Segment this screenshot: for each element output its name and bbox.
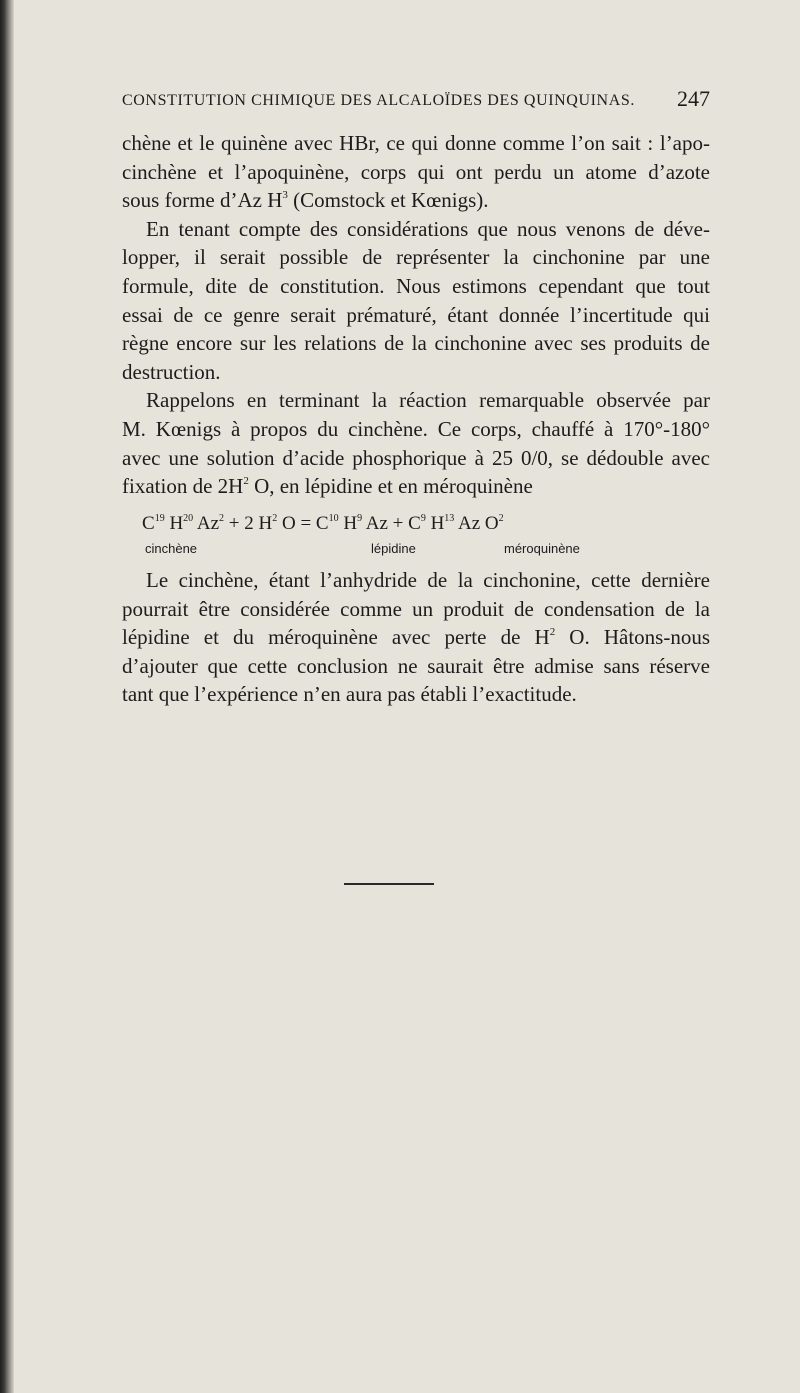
text-line [122,623,710,652]
text-line [122,472,710,501]
eq-text: Az + C [362,513,421,534]
paragraph-3 [122,386,710,500]
text-line: destruction. [122,359,221,384]
eq-text: + 2 H [224,513,273,534]
text-fragment: sous forme d’Az H [122,188,283,213]
text-fragment: (Comstock et Kœnigs). [287,188,489,213]
superscript: 2 [243,475,249,488]
eq-superscript: 2 [498,513,504,524]
text-fragment: fixation de 2H [122,474,244,499]
running-header [122,86,710,111]
text-line: Rappelons en terminant la réaction remarquable observée par [146,388,710,413]
eq-text: H [425,513,445,534]
text-line: cinchène et l’apoquinène, corps qui ont perdu un atome d’azote [122,159,710,184]
label-meroquinene: méroquinène [504,541,580,556]
eq-text: Az [193,513,220,534]
label-lepidine: lépidine [371,541,416,556]
eq-text: O = C [277,513,329,534]
eq-superscript: 2 [219,513,225,524]
eq-superscript: 9 [357,513,363,524]
text-fragment: O. Hâtons-nous [555,625,711,650]
eq-superscript: 19 [154,513,165,524]
paragraph-4 [122,566,710,709]
text-line: avec une solution d’acide phosphorique à 25 0/0, se dédouble avec [122,445,710,470]
eq-superscript: 13 [444,513,455,524]
eq-superscript: 2 [272,513,278,524]
eq-text: C [142,513,155,534]
eq-text: H [164,513,184,534]
text-line: formule, dite de constitution. Nous estimons cependant que tout [122,273,710,298]
text-fragment: O, en lépidine et en méroquinène [248,474,533,499]
paragraph-1 [122,129,710,215]
eq-superscript: 9 [420,513,426,524]
text-line: M. Kœnigs à propos du cinchène. Ce corps, chauffé à 170°-180° [122,416,710,441]
chemical-equation [142,513,702,535]
eq-superscript: 10 [328,513,339,524]
text-fragment: lépidine et du méroquinène avec perte de H [122,625,550,650]
text-line: En tenant compte des considérations que nous venons de déve- [146,216,710,241]
superscript: 3 [282,189,288,202]
superscript: 2 [549,626,556,639]
text-line: Le cinchène, étant l’anhydride de la cinchonine, cette dernière [146,568,710,592]
page-number: 247 [677,86,710,111]
text-line: essai de ce genre serait prématuré, étant donnée l’incertitude qui [122,302,710,327]
text-line [122,186,710,215]
eq-text: H [338,513,358,534]
text-line: d’ajouter que cette conclusion ne saurait être admise sans réserve [122,653,710,678]
running-title: CONSTITUTION CHIMIQUE DES ALCALOÏDES DES QUINQUINAS. [122,92,635,109]
text-line: lopper, il serait possible de représenter la cinchonine par une [122,245,710,270]
text-line: pourrait être considérée comme un produit de condensation de la [122,596,710,621]
eq-text: Az O [454,513,499,534]
body-text [122,129,710,501]
body-text-continued [122,566,710,709]
text-line: règne encore sur les relations de la cinchonine avec ses produits de [122,331,710,356]
text-line: chène et le quinène avec HBr, ce qui donne comme l’on sait : l’apo- [122,131,710,155]
section-end-rule [344,883,434,885]
equation-labels [145,541,705,559]
paragraph-2 [122,215,710,387]
eq-superscript: 20 [183,513,194,524]
label-cinchene: cinchène [145,541,198,556]
text-line: tant que l’expérience n’en aura pas établi l’exactitude. [122,682,577,707]
